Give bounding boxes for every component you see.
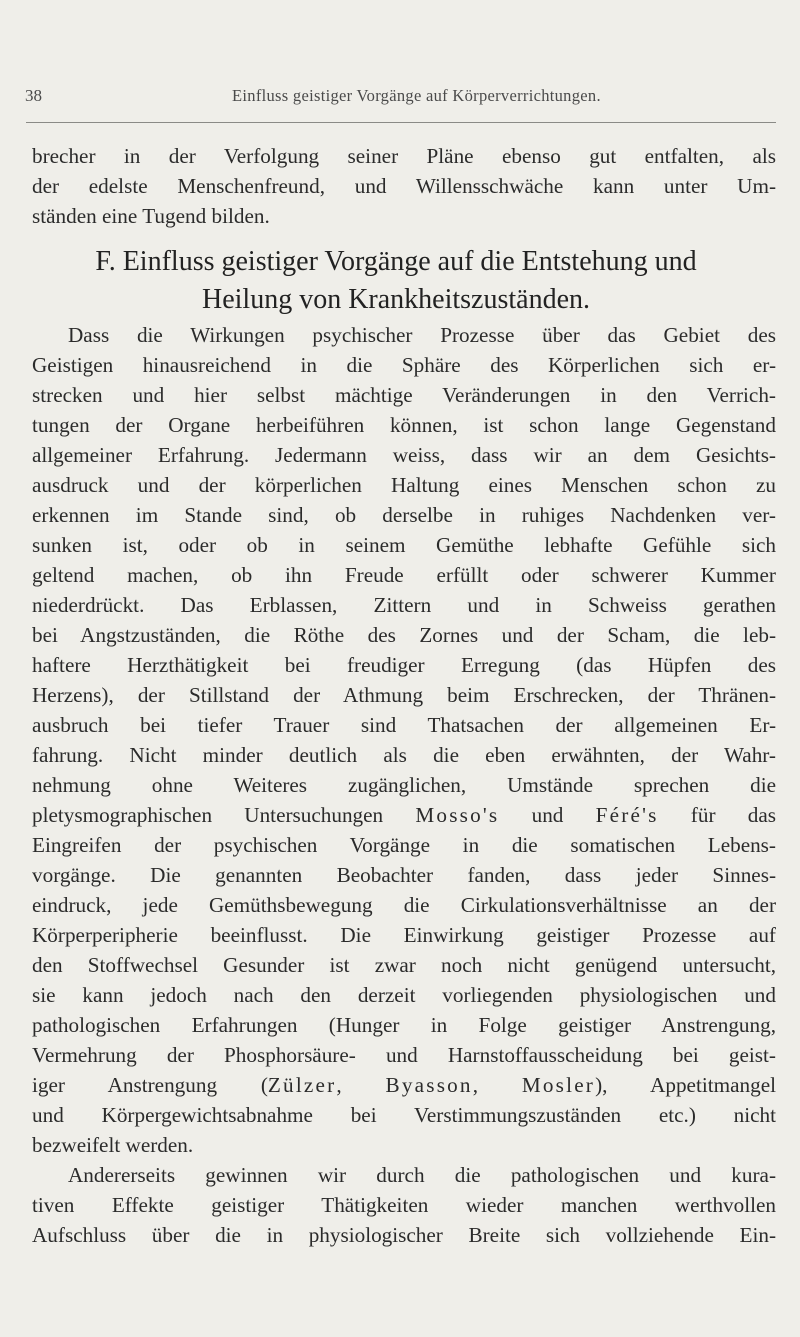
text-run: und bbox=[499, 803, 596, 827]
text-run: , bbox=[472, 1073, 522, 1097]
text-line: eindruck, jede Gemüthsbewegung die Cirkulationsverhältnisse an der bbox=[32, 893, 776, 917]
text-line: Dass die Wirkungen psychischer Prozesse über das Gebiet des bbox=[68, 323, 776, 347]
author-name: Féré's bbox=[595, 803, 659, 827]
text-line bbox=[32, 800, 776, 830]
section-heading: Heilung von Krankheitszuständen. bbox=[201, 284, 591, 315]
author-name: Byasson bbox=[385, 1073, 473, 1097]
text-line: Geistigen hinausreichend in die Sphäre des Körperlichen sich er- bbox=[32, 353, 776, 377]
text-line bbox=[32, 1070, 776, 1100]
text-line: ständen eine Tugend bilden. bbox=[32, 204, 270, 228]
text-run: für das bbox=[658, 803, 776, 827]
text-line: den Stoffwechsel Gesunder ist zwar noch nicht genügend untersucht, bbox=[32, 953, 776, 977]
text-run: ), Appetitmangel bbox=[595, 1073, 776, 1097]
text-line: niederdrückt. Das Erblassen, Zittern und in Schweiss gerathen bbox=[32, 593, 776, 617]
text-line: ausbruch bei tiefer Trauer sind Thatsachen der allgemeinen Er- bbox=[32, 713, 776, 737]
body-text bbox=[32, 0, 776, 1337]
text-line: Andererseits gewinnen wir durch die pathologischen und kura- bbox=[68, 1163, 776, 1187]
text-line: erkennen im Stande sind, ob derselbe in ruhiges Nachdenken ver- bbox=[32, 503, 776, 527]
text-line: ausdruck und der körperlichen Haltung eines Menschen schon zu bbox=[32, 473, 776, 497]
text-line: Herzens), der Stillstand der Athmung beim Erschrecken, der Thränen- bbox=[32, 683, 776, 707]
text-line: strecken und hier selbst mächtige Veränderungen in den Verrich- bbox=[32, 383, 776, 407]
text-line: geltend machen, ob ihn Freude erfüllt oder schwerer Kummer bbox=[32, 563, 776, 587]
text-run: , bbox=[336, 1073, 386, 1097]
author-name: Zülzer bbox=[267, 1073, 337, 1097]
text-line: und Körpergewichtsabnahme bei Verstimmungszuständen etc.) nicht bbox=[32, 1103, 776, 1127]
author-name: Mosler bbox=[521, 1073, 596, 1097]
text-line: brecher in der Verfolgung seiner Pläne ebenso gut entfalten, als bbox=[32, 144, 776, 168]
text-line: sie kann jedoch nach den derzeit vorliegenden physiologischen und bbox=[32, 983, 776, 1007]
text-line: Körperperipherie beeinflusst. Die Einwirkung geistiger Prozesse auf bbox=[32, 923, 776, 947]
text-line: tiven Effekte geistiger Thätigkeiten wieder manchen werthvollen bbox=[32, 1193, 776, 1217]
section-heading: F. Einfluss geistiger Vorgänge auf die Entstehung und bbox=[95, 246, 697, 277]
text-line: vorgänge. Die genannten Beobachter fanden, dass jeder Sinnes- bbox=[32, 863, 776, 887]
text-line: bei Angstzuständen, die Röthe des Zornes und der Scham, die leb- bbox=[32, 623, 776, 647]
text-line: fahrung. Nicht minder deutlich als die eben erwähnten, der Wahr- bbox=[32, 743, 776, 767]
text-line: pathologischen Erfahrungen (Hunger in Folge geistiger Anstrengung, bbox=[32, 1013, 776, 1037]
text-run: pletysmographischen Untersuchungen bbox=[32, 803, 416, 827]
text-line: bezweifelt werden. bbox=[32, 1133, 194, 1157]
text-line: Eingreifen der psychischen Vorgänge in die somatischen Lebens- bbox=[32, 833, 776, 857]
running-title: Einfluss geistiger Vorgänge auf Körperverrichtungen. bbox=[232, 86, 601, 105]
text-line: Aufschluss über die in physiologischer Breite sich vollziehende Ein- bbox=[32, 1223, 776, 1247]
text-line: haftere Herzthätigkeit bei freudiger Erregung (das Hüpfen des bbox=[32, 653, 776, 677]
text-line: der edelste Menschenfreund, und Willensschwäche kann unter Um- bbox=[32, 174, 776, 198]
text-line: allgemeiner Erfahrung. Jedermann weiss, dass wir an dem Gesichts- bbox=[32, 443, 776, 467]
text-line: Vermehrung der Phosphorsäure- und Harnstoffausscheidung bei geist- bbox=[32, 1043, 776, 1067]
author-name: Mosso's bbox=[415, 803, 500, 827]
text-line: sunken ist, oder ob in seinem Gemüthe lebhafte Gefühle sich bbox=[32, 533, 776, 557]
page-number: 38 bbox=[25, 86, 42, 105]
text-line: tungen der Organe herbeiführen können, ist schon lange Gegenstand bbox=[32, 413, 776, 437]
text-run: iger Anstrengung ( bbox=[32, 1073, 268, 1097]
text-line: nehmung ohne Weiteres zugänglichen, Umstände sprechen die bbox=[32, 773, 776, 797]
